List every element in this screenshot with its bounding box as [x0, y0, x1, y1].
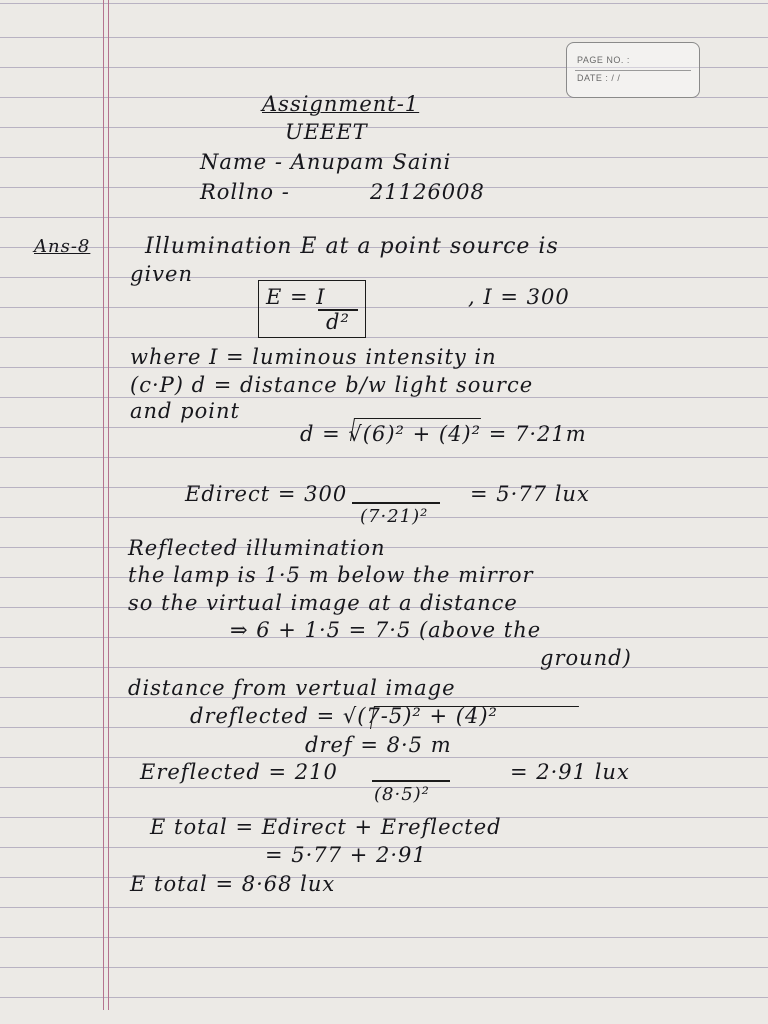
student-name: Name - Anupam Saini	[200, 150, 452, 174]
etotal-equation: E total = Edirect + Ereflected	[150, 815, 502, 839]
text-line: Illumination E at a point source is	[145, 234, 559, 259]
box-divider	[575, 70, 691, 71]
date-label: DATE : / /	[577, 73, 621, 83]
given-intensity: , I = 300	[468, 285, 570, 309]
edirect-result: = 5·77 lux	[470, 482, 590, 506]
margin-line	[108, 0, 109, 1010]
dreflected-equation: dreflected = √(7-5)² + (4)²	[190, 704, 498, 728]
text-line: where I = luminous intensity in	[130, 345, 497, 369]
ereflected-denominator: (8·5)²	[374, 784, 430, 805]
page-info-box	[566, 42, 700, 98]
margin-line	[103, 0, 104, 1010]
page-no-label: PAGE NO. :	[577, 55, 630, 65]
formula-numerator: E = I	[266, 285, 326, 309]
etotal-result: E total = 8·68 lux	[130, 872, 336, 896]
fraction-bar	[372, 780, 450, 782]
text-line: ground)	[540, 646, 632, 670]
edirect-equation: Edirect = 300	[185, 482, 348, 506]
text-line: distance from vertual image	[128, 676, 456, 700]
distance-equation: d = √(6)² + (4)² = 7·21m	[300, 422, 587, 446]
text-line: given	[130, 262, 193, 286]
edirect-denominator: (7·21)²	[360, 506, 429, 527]
formula-denominator: d²	[326, 310, 350, 334]
answer-label: Ans-8	[34, 236, 91, 257]
text-line: Reflected illumination	[128, 536, 386, 560]
etotal-sum: = 5·77 + 2·91	[265, 843, 427, 867]
text-line: so the virtual image at a distance	[128, 591, 518, 615]
text-line: ⇒ 6 + 1·5 = 7·5 (above the	[230, 618, 542, 642]
text-line: and point	[130, 399, 240, 423]
subject-code: UEEET	[285, 120, 368, 144]
ereflected-result: = 2·91 lux	[510, 760, 630, 784]
text-line: (c·P) d = distance b/w light source	[130, 373, 534, 397]
ereflected-equation: Ereflected = 210	[140, 760, 338, 784]
roll-number: 21126008	[370, 180, 485, 204]
text-line: the lamp is 1·5 m below the mirror	[128, 563, 534, 587]
roll-label: Rollno -	[200, 180, 290, 204]
fraction-bar	[352, 502, 440, 504]
assignment-title: Assignment-1	[262, 92, 420, 116]
dref-result: dref = 8·5 m	[305, 733, 452, 757]
